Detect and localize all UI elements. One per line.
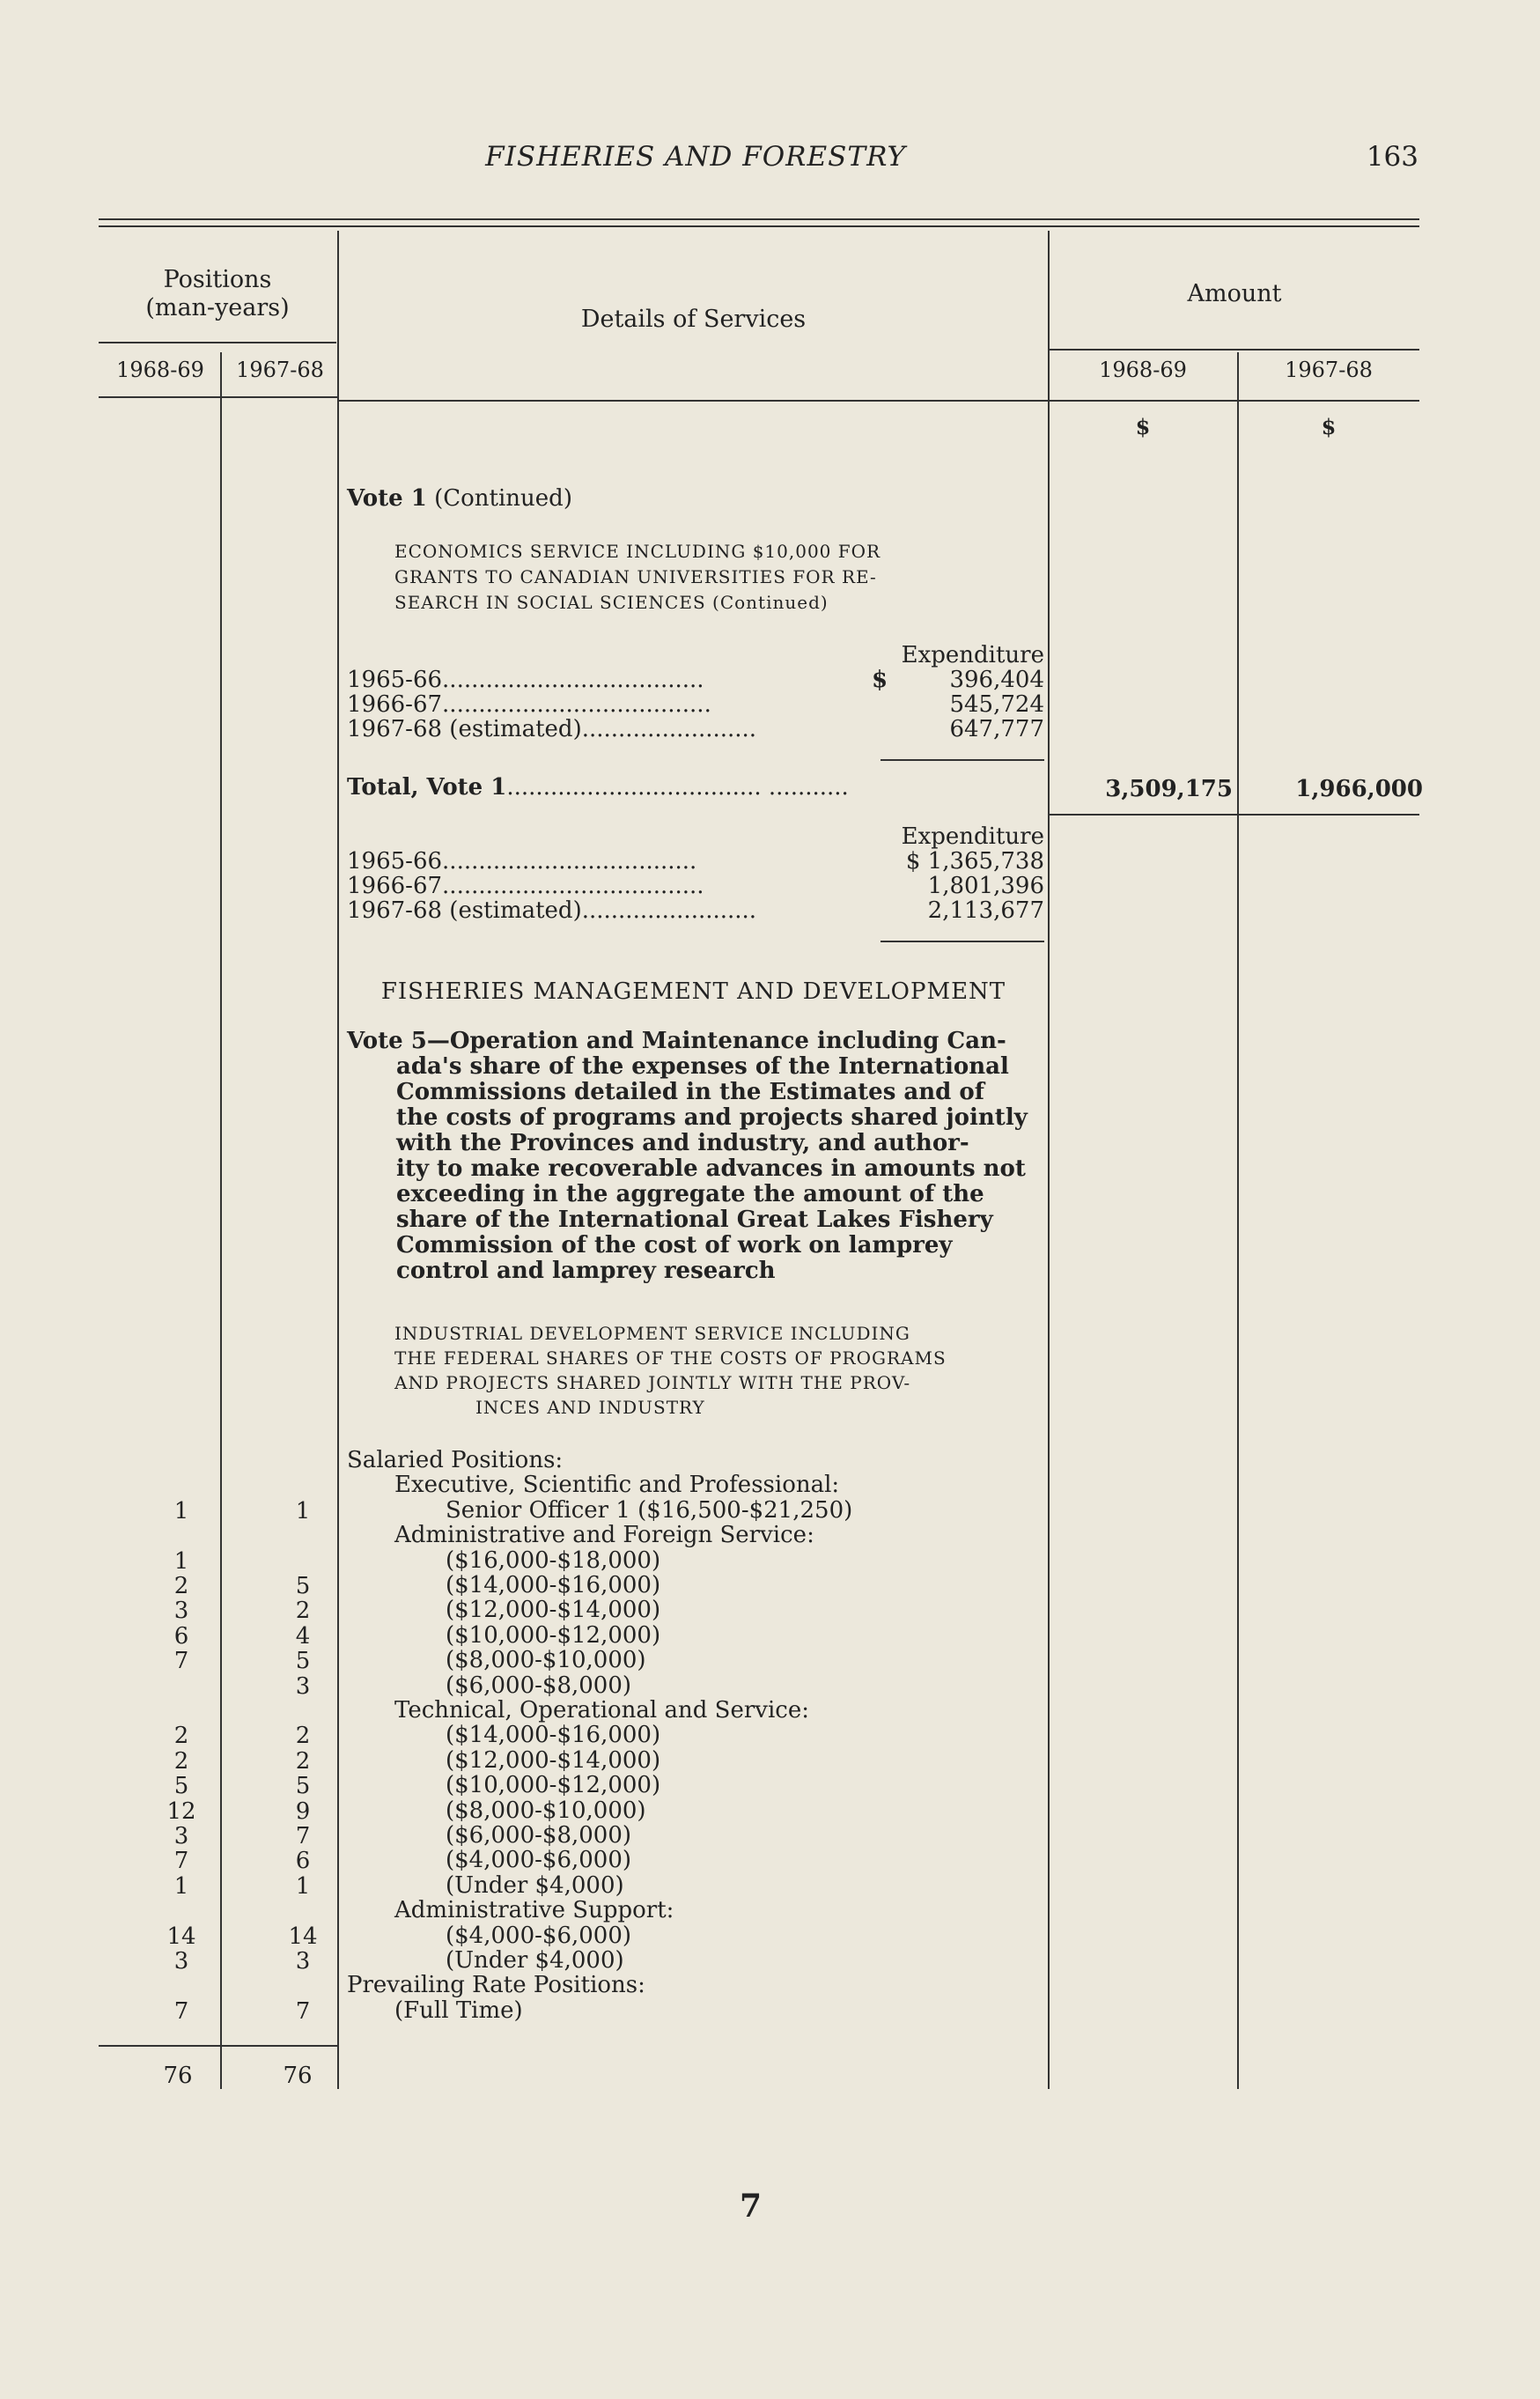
position-count-1968-69: 6 [173, 1623, 189, 1650]
position-count-1968-69: 7 [173, 1848, 189, 1874]
position-label: ($6,000-$8,000) [446, 1672, 632, 1699]
total-expenditure-year: 1967-68 (estimated) [347, 897, 582, 924]
position-label: Technical, Operational and Service: [394, 1697, 809, 1724]
position-label: (Under $4,000) [446, 1947, 624, 1974]
position-count-1967-68: 7 [295, 1998, 311, 2025]
vote5-line: Commissions detailed in the Estimates and of [396, 1079, 984, 1105]
position-count-1967-68: 5 [295, 1573, 311, 1599]
vrule-details-left [337, 231, 339, 2089]
position-label: (Full Time) [394, 1997, 523, 2024]
expenditure-dollar: $ [872, 667, 888, 693]
expenditure-label: Expenditure [901, 642, 1044, 668]
economics-service-line1: ECONOMICS SERVICE INCLUDING $10,000 FOR [394, 541, 881, 562]
heading-bottom-rule-mid [338, 400, 1050, 402]
positions-total-rule-b [222, 2045, 338, 2047]
position-label: (Under $4,000) [446, 1872, 624, 1899]
amount-heading-rule [1050, 349, 1419, 351]
vote5-line: ada's share of the expenses of the International [396, 1053, 1009, 1080]
position-label: ($14,000-$16,000) [446, 1722, 661, 1748]
top-rule [99, 218, 1419, 220]
total-expenditure-row-label [347, 898, 756, 924]
vote5-line: with the Provinces and industry, and author- [396, 1130, 969, 1156]
position-count-1968-69: 3 [173, 1948, 189, 1975]
position-count-1967-68: 1 [295, 1498, 311, 1524]
vote5-line: share of the International Great Lakes Fishery [396, 1207, 993, 1233]
page-number: 163 [1366, 141, 1418, 173]
running-title: FISHERIES AND FORESTRY [485, 141, 906, 173]
expenditure-row-label [347, 717, 756, 742]
total-expenditure-row-label [347, 874, 704, 899]
total-expenditure-value: 2,113,677 [927, 897, 1044, 924]
expenditure-rule-2 [881, 941, 1044, 942]
position-label: ($12,000-$14,000) [446, 1747, 661, 1774]
total-expenditure-leader: ........................ [581, 897, 757, 924]
vote1-heading-rest: (Continued) [426, 485, 572, 512]
position-count-1967-68: 7 [295, 1823, 311, 1849]
position-label: ($6,000-$8,000) [446, 1822, 632, 1849]
expenditure-row-label [347, 668, 704, 693]
position-label: Prevailing Rate Positions: [347, 1972, 645, 1998]
ids-line: AND PROJECTS SHARED JOINTLY WITH THE PROV- [394, 1372, 911, 1393]
positions-year-b: 1967-68 [236, 358, 324, 382]
total-expenditure-leader: ................................... [442, 848, 697, 875]
vote5-line: Commission of the cost of work on lamprey [396, 1232, 953, 1259]
position-count-1968-69: 2 [173, 1723, 189, 1749]
total-vote1-1967-68: 1,966,000 [1295, 776, 1423, 802]
position-label: Administrative and Foreign Service: [394, 1522, 814, 1548]
position-count-1968-69: 3 [173, 1823, 189, 1849]
total-expenditure-value: 1,801,396 [927, 873, 1044, 899]
expenditure-year: 1965-66 [347, 667, 443, 693]
vote1-heading [347, 486, 572, 512]
position-count-1967-68: 1 [295, 1873, 311, 1900]
dollar-sign-b: $ [1321, 414, 1337, 439]
positions-heading-rule [99, 342, 336, 343]
position-count-1968-69: 2 [173, 1573, 189, 1599]
expenditure-row-label [347, 692, 711, 718]
expenditure-leader: ........................ [581, 716, 757, 742]
total-vote1-leader: ................................... ........... [506, 774, 849, 801]
position-count-1968-69: 5 [173, 1773, 189, 1799]
vote5-line: exceeding in the aggregate the amount of the [396, 1181, 984, 1207]
position-label: Administrative Support: [394, 1897, 674, 1923]
position-label: ($10,000-$12,000) [446, 1622, 661, 1649]
positions-total-b: 76 [283, 2063, 313, 2089]
position-count-1967-68: 3 [295, 1948, 311, 1975]
position-count-1968-69: 3 [173, 1598, 189, 1624]
ids-line: THE FEDERAL SHARES OF THE COSTS OF PROGRAMS [394, 1347, 947, 1369]
total-right-rule [1050, 814, 1419, 816]
total-vote1-label: Total, Vote 1 [347, 774, 507, 801]
positions-total-rule-a [99, 2045, 220, 2047]
position-count-1968-69: 1 [173, 1873, 189, 1900]
position-count-1967-68: 2 [295, 1723, 311, 1749]
total-expenditure-year: 1965-66 [347, 848, 443, 875]
total-expenditure-row-label [347, 849, 696, 875]
position-count-1967-68: 14 [288, 1923, 318, 1950]
heading-bottom-rule-right [1050, 400, 1419, 402]
expenditure-value: 647,777 [949, 716, 1044, 742]
position-count-1967-68: 6 [295, 1848, 311, 1874]
total-vote1-row [347, 775, 849, 801]
position-label: ($8,000-$10,000) [446, 1797, 646, 1824]
expenditure-value: 545,724 [949, 691, 1044, 718]
expenditure-leader: .................................... [442, 667, 704, 693]
amount-year-b: 1967-68 [1285, 358, 1373, 382]
economics-service-line3: SEARCH IN SOCIAL SCIENCES (Continued) [394, 592, 829, 613]
total-expenditure-value: $ 1,365,738 [905, 848, 1044, 875]
vrule-details-right [1048, 231, 1050, 2089]
positions-heading-line1: Positions [163, 266, 272, 293]
position-count-1967-68: 2 [295, 1748, 311, 1775]
economics-service-line2: GRANTS TO CANADIAN UNIVERSITIES FOR RE- [394, 566, 877, 587]
position-count-1968-69: 2 [173, 1748, 189, 1775]
vote5-line: Vote 5—Operation and Maintenance including Can- [347, 1028, 1006, 1054]
signature-number: 7 [740, 2188, 763, 2225]
positions-heading-line2: (man-years) [145, 294, 290, 321]
vote5-line: control and lamprey research [396, 1258, 776, 1284]
total-expenditure-year: 1966-67 [347, 873, 443, 899]
vote5-line: the costs of programs and projects shared jointly [396, 1104, 1028, 1131]
ids-line: INDUSTRIAL DEVELOPMENT SERVICE INCLUDING [394, 1323, 910, 1344]
dollar-sign-a: $ [1135, 414, 1151, 439]
position-label: ($4,000-$6,000) [446, 1923, 632, 1949]
ids-line: INCES AND INDUSTRY [475, 1397, 705, 1418]
vote5-line: ity to make recoverable advances in amounts not [396, 1155, 1026, 1182]
total-expenditure-leader: .................................... [442, 873, 704, 899]
position-label: ($10,000-$12,000) [446, 1772, 661, 1798]
positions-heading [99, 266, 336, 322]
position-label: Senior Officer 1 ($16,500-$21,250) [446, 1497, 853, 1524]
expenditure-leader: ..................................... [442, 691, 711, 718]
position-label: ($16,000-$18,000) [446, 1547, 661, 1574]
position-count-1967-68: 5 [295, 1773, 311, 1799]
position-count-1967-68: 3 [295, 1673, 311, 1700]
position-count-1968-69: 12 [166, 1798, 196, 1825]
total-expenditure-label: Expenditure [901, 823, 1044, 850]
top-rule-2 [99, 225, 1419, 227]
heading-bottom-rule-left [99, 396, 338, 398]
position-count-1968-69: 7 [173, 1998, 189, 2025]
expenditure-value: 396,404 [949, 667, 1044, 693]
total-vote1-1968-69: 3,509,175 [1105, 776, 1233, 802]
positions-total-a: 76 [163, 2063, 193, 2089]
position-count-1968-69: 1 [173, 1548, 189, 1575]
position-count-1968-69: 1 [173, 1498, 189, 1524]
position-label: Executive, Scientific and Professional: [394, 1472, 840, 1498]
position-count-1968-69: 7 [173, 1648, 189, 1674]
fmd-heading: FISHERIES MANAGEMENT AND DEVELOPMENT [380, 978, 1006, 1005]
vrule-amount-split [1237, 352, 1239, 2089]
amount-year-a: 1968-69 [1099, 358, 1187, 382]
position-count-1967-68: 4 [295, 1623, 311, 1650]
position-label: ($8,000-$10,000) [446, 1647, 646, 1673]
position-count-1967-68: 9 [295, 1798, 311, 1825]
position-count-1967-68: 5 [295, 1648, 311, 1674]
amount-heading: Amount [1187, 280, 1282, 307]
position-count-1968-69: 14 [166, 1923, 196, 1950]
details-heading: Details of Services [580, 306, 807, 333]
position-count-1967-68: 2 [295, 1598, 311, 1624]
expenditure-year: 1966-67 [347, 691, 443, 718]
vrule-positions-split [220, 352, 222, 2089]
position-label: Salaried Positions: [347, 1447, 564, 1473]
position-label: ($14,000-$16,000) [446, 1572, 661, 1598]
expenditure-rule-1 [881, 759, 1044, 761]
vote1-heading-bold: Vote 1 [347, 485, 427, 512]
expenditure-year: 1967-68 (estimated) [347, 716, 582, 742]
position-label: ($4,000-$6,000) [446, 1847, 632, 1873]
positions-year-a: 1968-69 [116, 358, 204, 382]
position-label: ($12,000-$14,000) [446, 1597, 661, 1623]
